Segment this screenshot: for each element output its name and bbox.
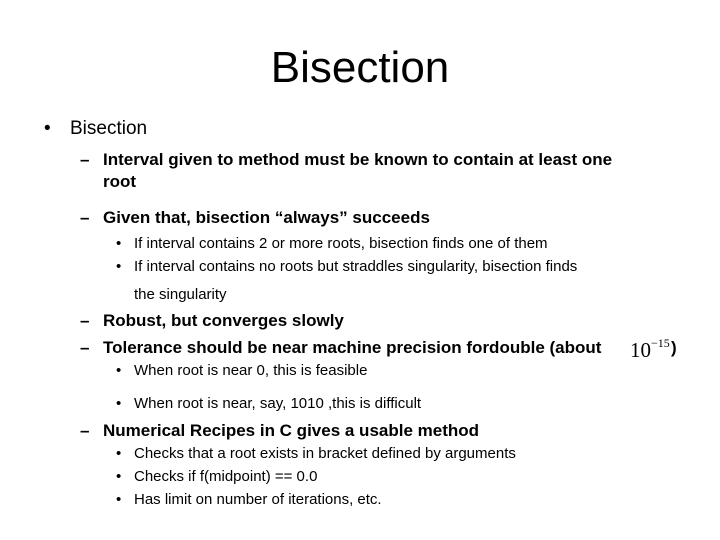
tolerance-formula [630,336,670,363]
sub-bullet-interval: Interval given to method must be known to contain at least one [103,150,613,169]
sub-sub-bullet-limit-iterations: Has limit on number of iterations, etc. [134,491,382,508]
dot-marker: • [116,491,122,508]
dash-marker: – [80,421,90,440]
dot-marker: • [116,362,122,379]
sub-sub-bullet-near-1010: When root is near, say, 1010 ,this is difficult [134,395,422,412]
sub-sub-bullet-checks-midpoint: Checks if f(midpoint) == 0.0 [134,468,318,485]
dot-marker: • [116,235,122,252]
sub-bullet-robust: Robust, but converges slowly [103,311,344,330]
dot-marker: • [116,395,122,412]
slide-title: Bisection [270,43,450,92]
tolerance-close-paren: ) [671,338,677,357]
bullet-bisection: Bisection [70,118,148,139]
bullet-marker: • [44,118,51,139]
sub-bullet-always: Given that, bisection “always” succeeds [103,208,430,227]
sub-bullet-tolerance: Tolerance should be near machine precision fordouble (about [103,338,602,357]
dot-marker: • [116,445,122,462]
sub-bullet-interval-cont: root [103,172,137,191]
sub-sub-bullet-singularity-cont: the singularity [134,286,227,303]
sub-sub-bullet-near-zero: When root is near 0, this is feasible [134,362,368,379]
dot-marker: • [116,468,122,485]
dash-marker: – [80,208,90,227]
sub-sub-bullet-checks-root: Checks that a root exists in bracket defined by arguments [134,445,516,462]
dash-marker: – [80,338,90,357]
sub-sub-bullet-two-roots: If interval contains 2 or more roots, bisection finds one of them [134,235,548,252]
dash-marker: – [80,311,90,330]
dot-marker: • [116,258,122,275]
formula-exponent: −15 [651,336,670,350]
formula-base: 10 [630,338,651,362]
sub-sub-bullet-singularity: If interval contains no roots but straddles singularity, bisection finds [134,258,578,275]
sub-bullet-numerical-recipes: Numerical Recipes in C gives a usable method [103,421,480,440]
dash-marker: – [80,150,90,169]
